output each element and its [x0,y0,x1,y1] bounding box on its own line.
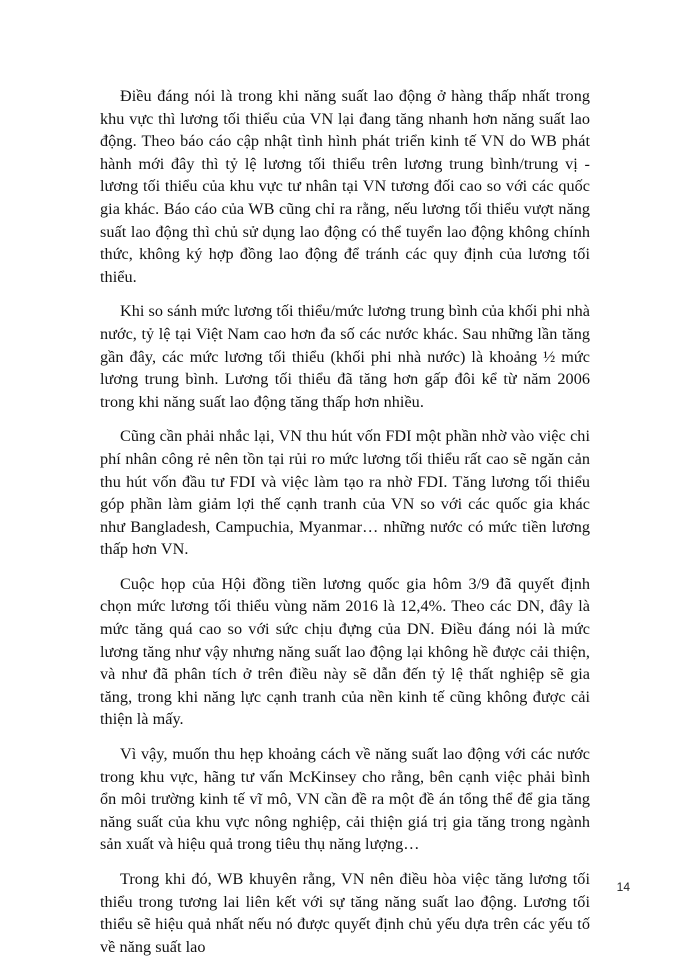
paragraph: Vì vậy, muốn thu hẹp khoảng cách về năng suất lao động với các nước trong khu vực, hãng tư vấn McKinsey cho rằng, bên cạnh việc phải bình ổn môi trường kinh tế vĩ mô, VN cần đề ra một đề án tổng thể để gia tăng năng suất của khu vực nông nghiệp, cải thiện giá trị gia tăng trong ngành sản xuất và hiệu quả trong tiêu thụ năng lượng… [100,745,590,854]
paragraph: Trong khi đó, WB khuyên rằng, VN nên điều hòa việc tăng lương tối thiểu trong tương lai liên kết với sự tăng năng suất lao động. Lương tối thiểu sẽ hiệu quả nhất nếu nó được quyết định chủ yếu dựa trên các yếu tố về năng suất lao [100,870,590,956]
paragraph: Cũng cần phải nhắc lại, VN thu hút vốn FDI một phần nhờ vào việc chi phí nhân công rẻ nên tồn tại rủi ro mức lương tối thiểu rất cao sẽ ngăn cản thu hút vốn đầu tư FDI và việc làm tạo ra nhờ FDI. Tăng lương tối thiểu góp phần làm giảm lợi thế cạnh tranh của VN so với các quốc gia khác như Bangladesh, Campuchia, Myanmar… những nước có mức tiền lương thấp hơn VN. [100,427,590,559]
paragraph: Điều đáng nói là trong khi năng suất lao động ở hàng thấp nhất trong khu vực thì lương tối thiểu của VN lại đang tăng nhanh hơn năng suất lao động. Theo báo cáo cập nhật tình hình phát triển kinh tế VN do WB phát hành mới đây thì tỷ lệ lương tối thiểu trên lương trung bình/trung vị - lương tối thiểu của khu vực tư nhân tại VN tương đối cao so với các quốc gia khác. Báo cáo của WB cũng chỉ ra rằng, nếu lương tối thiểu vượt năng suất lao động thì chủ sử dụng lao động có thể tuyển lao động không chính thức, không ký hợp đồng lao động để tránh các quy định của lương tối thiểu. [100,87,590,286]
paragraph: Cuộc họp của Hội đồng tiền lương quốc gia hôm 3/9 đã quyết định chọn mức lương tối thiểu vùng năm 2016 là 12,4%. Theo các DN, đây là mức tăng quá cao so với sức chịu đựng của DN. Điều đáng nói là mức lương tăng như vậy nhưng năng suất lao động lại không hề được cải thiện, và như đã phân tích ở trên điều này sẽ dẫn đến tỷ lệ thất nghiệp sẽ gia tăng, trong khi năng lực cạnh tranh của nền kinh tế cũng không được cải thiện là mấy. [100,574,590,729]
body-text [100,85,590,970]
page-number: 14 [616,880,630,894]
paragraph: Khi so sánh mức lương tối thiểu/mức lương trung bình của khối phi nhà nước, tỷ lệ tại Việt Nam cao hơn đa số các nước khác. Sau những lần tăng gần đây, các mức lương tối thiểu (khối phi nhà nước) là khoảng ½ mức lương trung bình. Lương tối thiểu đã tăng hơn gấp đôi kể từ năm 2006 trong khi năng suất lao động tăng thấp hơn nhiều. [100,302,590,411]
